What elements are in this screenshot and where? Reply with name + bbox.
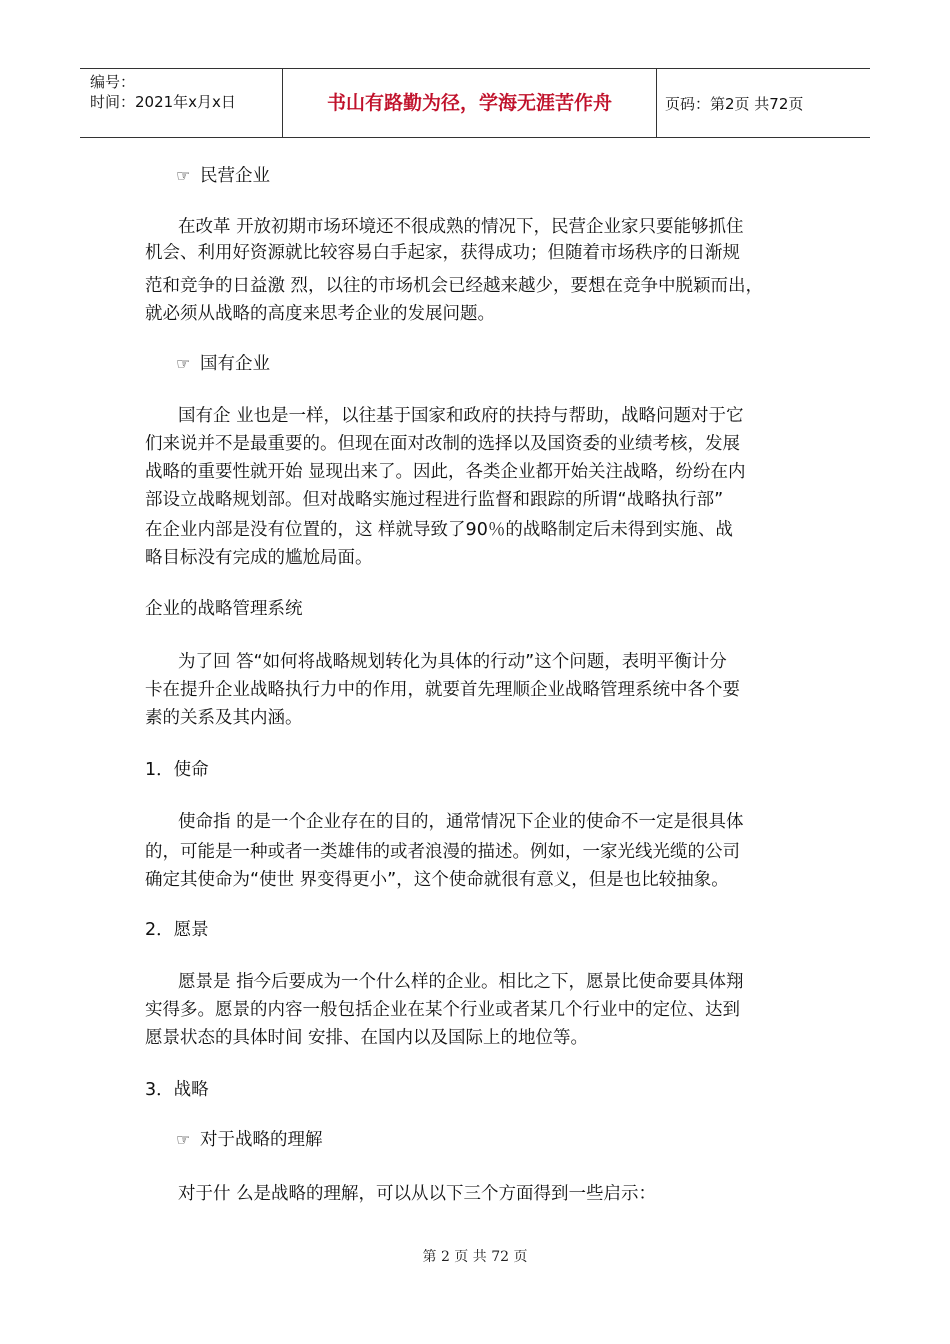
bullet-label: 对于战略的理解: [200, 1130, 323, 1150]
header-meta-cell: [80, 69, 283, 137]
pointing-hand-icon: ☞: [176, 354, 191, 373]
paragraph-line: 机会、利用好资源就比较容易白手起家，获得成功；但随着市场秩序的日渐规: [145, 243, 740, 263]
page-code: 页码：第2页 共72页: [665, 95, 804, 113]
paragraph-line: 卡在提升企业战略执行力中的作用，就要首先理顺企业战略管理系统中各个要: [145, 680, 740, 700]
paragraph-line: 就必须从战略的高度来思考企业的发展问题。: [145, 304, 495, 324]
pointing-hand-icon: ☞: [176, 1130, 191, 1149]
numbered-heading-mission: 1．使命: [145, 760, 209, 780]
numbered-heading-strategy: 3．战略: [145, 1080, 209, 1100]
paragraph-line: 的，可能是一种或者一类雄伟的或者浪漫的描述。例如，一家光线光缆的公司: [145, 842, 740, 862]
paragraph-line: 为了回 答“如何将战略规划转化为具体的行动”这个问题，表明平衡计分: [178, 652, 727, 672]
paragraph-line: 国有企 业也是一样，以往基于国家和政府的扶持与帮助，战略问题对于它: [178, 406, 744, 426]
document-time-label: 时间：2021年x月x日: [90, 93, 236, 111]
paragraph-line: 略目标没有完成的尴尬局面。: [145, 548, 373, 568]
pointing-hand-icon: ☞: [176, 166, 191, 185]
bullet-strategy-understanding: [176, 1128, 323, 1152]
section-heading: 企业的战略管理系统: [145, 599, 303, 619]
paragraph-line: 对于什 么是战略的理解，可以从以下三个方面得到一些启示：: [178, 1184, 657, 1204]
page-footer: 第 2 页 共 72 页: [422, 1249, 528, 1265]
paragraph-line: 部设立战略规划部。但对战略实施过程进行监督和跟踪的所谓“战略执行部”: [145, 490, 724, 510]
paragraph-line: 实得多。愿景的内容一般包括企业在某个行业或者某几个行业中的定位、达到: [145, 1000, 740, 1020]
bullet-state-enterprise: [176, 352, 270, 376]
page-header: [80, 68, 870, 138]
paragraph-line: 确定其使命为“使世 界变得更小”，这个使命就很有意义，但是也比较抽象。: [145, 870, 729, 890]
numbered-heading-vision: 2．愿景: [145, 920, 209, 940]
motto-text: 书山有路勤为径，学海无涯苦作舟: [326, 92, 612, 114]
paragraph-line: 素的关系及其内涵。: [145, 708, 303, 728]
header-page-cell: [657, 69, 870, 137]
bullet-private-enterprise: [176, 164, 270, 188]
paragraph-line: 愿景是 指今后要成为一个什么样的企业。相比之下，愿景比使命要具体翔: [178, 972, 744, 992]
paragraph-line: 范和竞争的日益激 烈，以往的市场机会已经越来越少，要想在竞争中脱颖而出，: [145, 276, 764, 296]
header-motto-cell: [283, 69, 657, 137]
paragraph-line: 在改革 开放初期市场环境还不很成熟的情况下，民营企业家只要能够抓住: [178, 217, 744, 237]
bullet-label: 民营企业: [200, 166, 270, 186]
document-number-label: 编号：: [90, 73, 136, 91]
bullet-label: 国有企业: [200, 354, 270, 374]
paragraph-line: 战略的重要性就开始 显现出来了。因此，各类企业都开始关注战略，纷纷在内: [145, 462, 746, 482]
paragraph-line: 在企业内部是没有位置的，这 样就导致了90％的战略制定后未得到实施、战: [145, 520, 733, 540]
paragraph-line: 使命指 的是一个企业存在的目的，通常情况下企业的使命不一定是很具体: [178, 812, 744, 832]
paragraph-line: 愿景状态的具体时间 安排、在国内以及国际上的地位等。: [145, 1028, 589, 1048]
paragraph-line: 们来说并不是最重要的。但现在面对改制的选择以及国资委的业绩考核，发展: [145, 434, 740, 454]
